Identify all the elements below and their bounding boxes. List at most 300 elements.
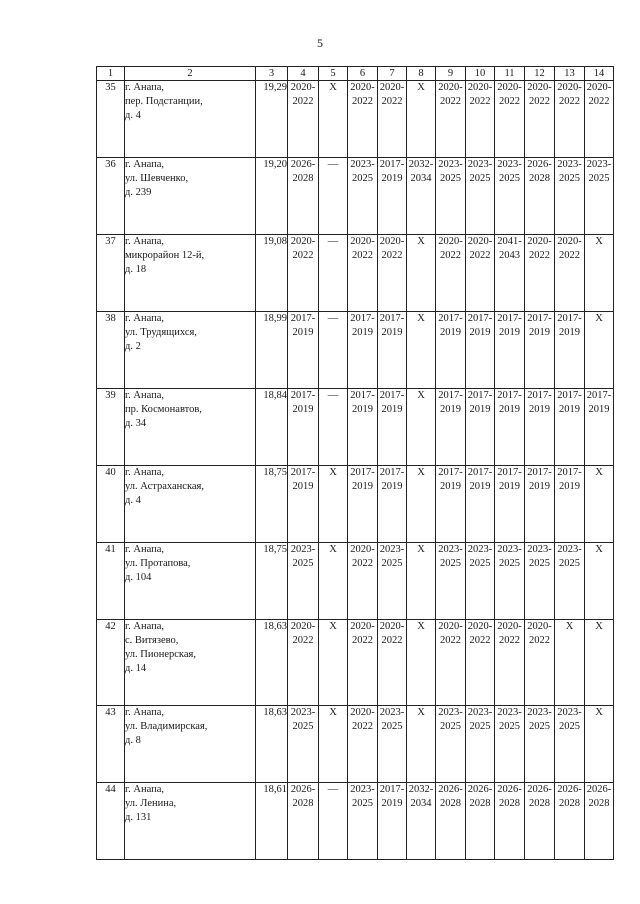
area-cell: 18,75 [256,466,288,543]
cell-line: 2026- [497,784,522,795]
cell-line: 2023- [586,159,612,170]
table-row [97,158,614,235]
period-cell [585,389,614,466]
period-cell [407,389,436,466]
column-number: 9 [436,67,466,81]
cell-line: 2022 [529,250,550,261]
period-cell [436,783,466,860]
cell-line: 2020- [350,544,375,555]
cell-line: 2022 [559,250,580,261]
cell-line: 2020- [467,236,493,247]
address-cell [125,158,256,235]
cell-line: ул. Ленина, [125,798,177,809]
cell-line: 2020- [557,236,582,247]
area-cell: 18,63 [256,706,288,783]
cell-line: г. Анапа, [125,544,165,555]
period-cell [466,389,495,466]
cell-line: 2022 [440,96,461,107]
cell-line: 2028 [529,798,550,809]
cell-line: ул. Владимирская, [125,721,208,732]
row-number: 40 [97,466,125,543]
cell-line: г. Анапа, [125,236,165,247]
area-cell: 18,84 [256,389,288,466]
row-number: 43 [97,706,125,783]
cell-line: 2017- [290,390,316,401]
cell-line: 2019 [499,327,520,338]
cell-line: 2020- [290,621,316,632]
cell-line: 2019 [559,404,580,415]
period-cell [378,706,407,783]
cell-line: 2022 [469,96,491,107]
cell-line: 2022 [559,96,580,107]
cell-line: X [595,467,603,478]
cell-line: д. 239 [125,187,152,198]
table-row [97,466,614,543]
cell-line: 2022 [352,558,373,569]
cell-line: д. 2 [125,341,141,352]
cell-line: 2017- [379,390,405,401]
period-cell [288,312,319,389]
period-cell [466,466,495,543]
cell-line: X [329,467,337,478]
cell-line: 2020- [350,236,375,247]
column-number: 12 [525,67,555,81]
cell-line: 2020- [527,621,552,632]
cell-line: 2023- [438,544,463,555]
period-cell [348,783,378,860]
cell-line: 2020- [438,82,463,93]
cell-line: 2028 [292,173,314,184]
cell-line: X [329,82,337,93]
area-cell: 18,75 [256,543,288,620]
period-cell [407,543,436,620]
period-cell [378,466,407,543]
cell-line: 2022 [292,635,314,646]
cell-line: 2020- [467,82,493,93]
period-cell [525,466,555,543]
cell-line: д. 4 [125,495,141,506]
cell-line: X [565,621,574,632]
period-cell [288,620,319,706]
period-cell [319,235,348,312]
cell-line: 2017- [557,390,582,401]
cell-line: 2019 [292,327,314,338]
period-cell [348,389,378,466]
period-cell [555,543,585,620]
cell-line: — [327,784,339,795]
cell-line: 2025 [440,558,461,569]
cell-line: 2019 [440,481,461,492]
period-cell [288,783,319,860]
period-cell [319,81,348,158]
cell-line: 2025 [499,558,520,569]
cell-line: X [595,236,603,247]
period-cell [555,81,585,158]
cell-line: 2025 [588,173,610,184]
cell-line: 2019 [381,404,403,415]
cell-line: 2028 [499,798,520,809]
cell-line: 2019 [559,327,580,338]
cell-line: 2026- [557,784,582,795]
period-cell [436,312,466,389]
row-number: 38 [97,312,125,389]
cell-line: — [327,313,339,324]
period-cell [288,235,319,312]
cell-line: 2025 [499,173,520,184]
period-cell [585,466,614,543]
cell-line: X [417,390,425,401]
repair-schedule-table [96,66,614,860]
cell-line: X [417,544,425,555]
period-cell [407,620,436,706]
cell-line: 2017- [379,467,405,478]
column-number: 2 [125,67,256,81]
period-cell [378,312,407,389]
period-cell [495,706,525,783]
cell-line: 2019 [352,404,373,415]
cell-line: 2017- [438,467,463,478]
cell-line: 2023- [350,784,375,795]
address-cell [125,312,256,389]
row-number: 36 [97,158,125,235]
period-cell [466,235,495,312]
address-cell [125,81,256,158]
column-number: 3 [256,67,288,81]
period-cell [466,783,495,860]
cell-line: г. Анапа, [125,621,165,632]
cell-line: с. Витязево, [125,635,179,646]
cell-line: д. 8 [125,735,141,746]
period-cell [525,706,555,783]
period-cell [525,543,555,620]
cell-line: 2017- [557,313,582,324]
period-cell [319,389,348,466]
cell-line: 2017- [557,467,582,478]
cell-line: 2019 [469,481,491,492]
cell-line: 2019 [529,404,550,415]
cell-line: микрорайон 12-й, [125,250,205,261]
address-cell [125,466,256,543]
period-cell [319,706,348,783]
cell-line: X [329,707,337,718]
cell-line: 2025 [559,721,580,732]
cell-line: 2020- [290,82,316,93]
period-cell [555,158,585,235]
cell-line: 2022 [292,250,314,261]
table-row [97,706,614,783]
period-cell [348,312,378,389]
cell-line: д. 104 [125,572,152,583]
cell-line: 2022 [529,96,550,107]
period-cell [495,312,525,389]
cell-line: 2020- [350,82,375,93]
cell-line: 2020- [379,621,405,632]
cell-line: X [595,621,603,632]
cell-line: 2022 [529,635,550,646]
cell-line: 2023- [497,707,522,718]
table-row [97,389,614,466]
cell-line: 2025 [381,558,403,569]
cell-line: 2028 [559,798,580,809]
cell-line: X [329,621,337,632]
cell-line: 2022 [499,96,520,107]
cell-line: 2025 [381,721,403,732]
cell-line: 2019 [469,327,491,338]
period-cell [378,389,407,466]
row-number: 37 [97,235,125,312]
cell-line: 2028 [469,798,491,809]
cell-line: 2020- [467,621,493,632]
period-cell [378,81,407,158]
period-cell [466,158,495,235]
cell-line: 2017- [527,467,552,478]
cell-line: 2023- [438,707,463,718]
period-cell [436,706,466,783]
period-cell [407,706,436,783]
cell-line: 2025 [352,173,373,184]
period-cell [436,543,466,620]
area-cell: 18,63 [256,620,288,706]
cell-line: 2019 [499,481,520,492]
cell-line: 2022 [352,721,373,732]
cell-line: 2022 [440,635,461,646]
cell-line: 2022 [292,96,314,107]
cell-line: 2017- [467,467,493,478]
period-cell [525,235,555,312]
cell-line: 2022 [381,96,403,107]
cell-line: г. Анапа, [125,313,165,324]
cell-line: 2023- [467,707,493,718]
cell-line: д. 14 [125,663,147,674]
cell-line: 2017- [379,784,405,795]
period-cell [288,158,319,235]
cell-line: 2023- [467,544,493,555]
period-cell [378,620,407,706]
period-cell [407,235,436,312]
period-cell [288,81,319,158]
cell-line: 2020- [438,621,463,632]
cell-line: 2017- [290,313,316,324]
cell-line: 2022 [469,635,491,646]
cell-line: г. Анапа, [125,390,165,401]
cell-line: 2020- [379,82,405,93]
cell-line: 2023- [467,159,493,170]
cell-line: 2019 [469,404,491,415]
period-cell [495,81,525,158]
period-cell [436,158,466,235]
period-cell [585,81,614,158]
cell-line: 2017- [350,313,375,324]
cell-line: X [595,544,603,555]
cell-line: 2022 [352,96,373,107]
period-cell [348,158,378,235]
address-cell [125,543,256,620]
row-number: 44 [97,783,125,860]
period-cell [555,706,585,783]
table-row [97,235,614,312]
cell-line: X [595,707,603,718]
cell-line: 2026- [527,784,552,795]
address-cell [125,783,256,860]
period-cell [555,783,585,860]
column-number-row [97,67,614,81]
cell-line: 2025 [529,721,550,732]
cell-line: 2017- [350,390,375,401]
cell-line: X [595,313,603,324]
cell-line: 2020- [527,82,552,93]
period-cell [288,543,319,620]
cell-line: г. Анапа, [125,82,165,93]
cell-line: 2020- [438,236,463,247]
period-cell [466,543,495,620]
cell-line: 2023- [527,544,552,555]
cell-line: д. 18 [125,264,147,275]
cell-line: 2017- [290,467,316,478]
period-cell [407,783,436,860]
period-cell [555,466,585,543]
cell-line: 2025 [292,558,314,569]
cell-line: ул. Шевченко, [125,173,189,184]
cell-line: 2025 [469,173,491,184]
period-cell [319,620,348,706]
cell-line: 2020- [586,82,612,93]
cell-line: 2019 [529,481,550,492]
period-cell [525,312,555,389]
period-cell [407,466,436,543]
table-row [97,783,614,860]
period-cell [288,389,319,466]
cell-line: 2023- [527,707,552,718]
cell-line: 2023- [557,159,582,170]
area-cell: 19,08 [256,235,288,312]
period-cell [495,235,525,312]
cell-line: X [417,82,425,93]
period-cell [378,158,407,235]
cell-line: 2025 [559,173,580,184]
period-cell [436,466,466,543]
column-number: 6 [348,67,378,81]
period-cell [585,543,614,620]
cell-line: пр. Космонавтов, [125,404,202,415]
column-number: 11 [495,67,525,81]
cell-line: 2019 [529,327,550,338]
cell-line: X [417,621,425,632]
address-cell [125,389,256,466]
period-cell [555,620,585,706]
cell-line: д. 4 [125,110,141,121]
period-cell [555,235,585,312]
period-cell [319,158,348,235]
period-cell [348,620,378,706]
row-number: 42 [97,620,125,706]
page-number: 5 [317,36,323,50]
cell-line: 2025 [440,721,461,732]
cell-line: 2019 [588,404,610,415]
period-cell [585,312,614,389]
cell-line: 2017- [497,313,522,324]
cell-line: 2020- [379,236,405,247]
cell-line: г. Анапа, [125,784,165,795]
period-cell [436,389,466,466]
cell-line: пер. Подстанции, [125,96,203,107]
cell-line: ул. Астраханская, [125,481,204,492]
cell-line: 2026- [438,784,463,795]
cell-line: 2028 [588,798,610,809]
cell-line: 2032- [408,784,434,795]
period-cell [585,783,614,860]
period-cell [288,706,319,783]
table-row [97,620,614,706]
area-cell: 18,99 [256,312,288,389]
table-body [97,81,614,860]
cell-line: 2017- [438,390,463,401]
cell-line: 2032- [408,159,434,170]
cell-line: 2017- [438,313,463,324]
cell-line: 2026- [290,784,316,795]
cell-line: 2019 [381,327,403,338]
cell-line: X [417,707,425,718]
period-cell [407,312,436,389]
cell-line: 2019 [381,481,403,492]
cell-line: 2025 [440,173,461,184]
period-cell [348,706,378,783]
cell-line: ул. Протапова, [125,558,191,569]
cell-line: г. Анапа, [125,467,165,478]
cell-line: 2022 [588,96,610,107]
cell-line: 2023- [350,159,375,170]
period-cell [585,620,614,706]
cell-line: 2020- [350,707,375,718]
period-cell [436,235,466,312]
cell-line: 2019 [352,481,373,492]
cell-line: 2028 [440,798,461,809]
cell-line: 2025 [352,798,373,809]
cell-line: 2023- [557,707,582,718]
cell-line: 2017- [350,467,375,478]
column-number: 7 [378,67,407,81]
period-cell [585,706,614,783]
cell-line: 2034 [410,798,432,809]
cell-line: 2022 [440,250,461,261]
period-cell [378,543,407,620]
period-cell [495,783,525,860]
cell-line: 2017- [379,159,405,170]
address-cell [125,706,256,783]
period-cell [466,312,495,389]
cell-line: — [327,159,339,170]
period-cell [407,158,436,235]
row-number: 39 [97,389,125,466]
cell-line: 2023- [497,544,522,555]
cell-line: ул. Трудящихся, [125,327,197,338]
cell-line: 2025 [559,558,580,569]
cell-line: — [327,236,339,247]
address-cell [125,620,256,706]
cell-line: 2026- [290,159,316,170]
cell-line: 2020- [290,236,316,247]
cell-line: 2023- [379,707,405,718]
cell-line: 2019 [381,798,403,809]
cell-line: ул. Пионерская, [125,649,196,660]
cell-line: 2023- [379,544,405,555]
cell-line: 2034 [410,173,432,184]
cell-line: 2019 [292,404,314,415]
column-number: 1 [97,67,125,81]
period-cell [525,158,555,235]
period-cell [348,466,378,543]
period-cell [495,466,525,543]
column-number: 5 [319,67,348,81]
